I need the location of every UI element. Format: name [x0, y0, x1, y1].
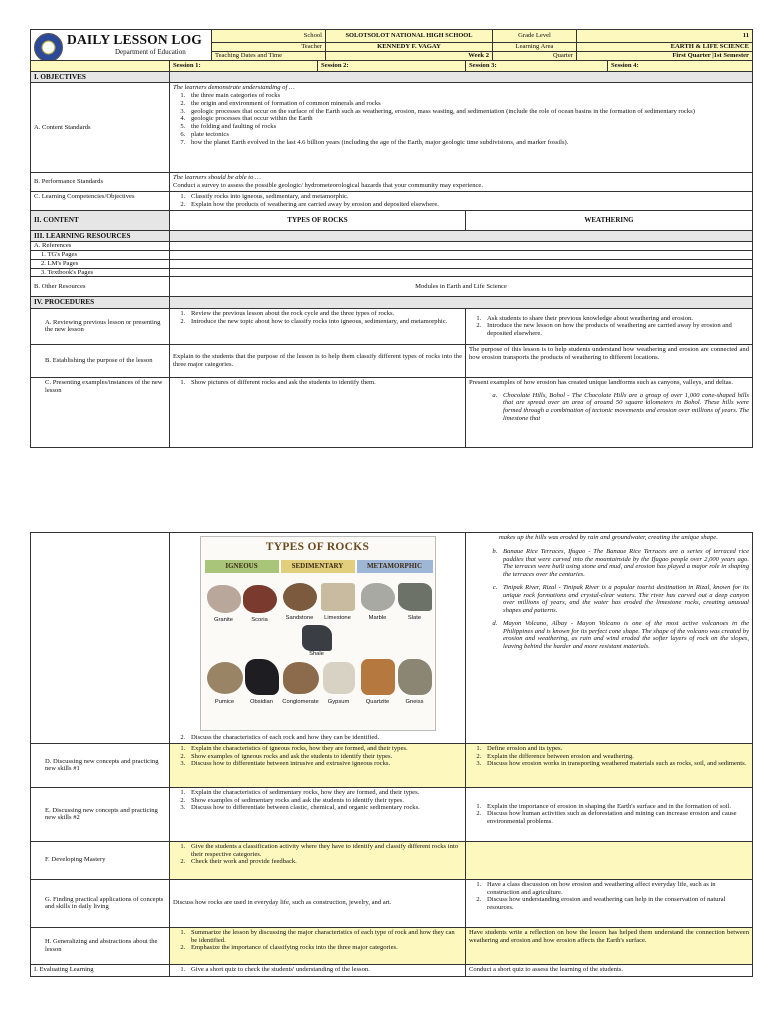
gneiss-image	[398, 659, 432, 695]
procedure-i-rocks	[170, 964, 466, 976]
list-item: 2. Explain the difference between erosion and weathering.	[483, 753, 749, 761]
procedure-h-weathering: Have students write a reflection on how the lesson has helped them understand the connection between weathering and erosion and how erosion affects the Earth's surface.	[466, 927, 753, 964]
list-item: 1. Ask students to share their previous knowledge about weathering and erosion.	[483, 315, 749, 323]
session-1-header: Session 1:	[170, 61, 318, 72]
list-item: 1. Summarize the lesson by discussing the major characteristics of each type of rock and how they can be identified.	[187, 929, 462, 945]
list-item: 2. Emphasize the importance of classifying rocks into the three major categories.	[187, 944, 462, 952]
obsidian-label: Obsidian	[250, 699, 273, 705]
list-item: 1. Define erosion and its types.	[483, 745, 749, 753]
list-item: 5. the folding and faulting of rocks	[187, 123, 749, 131]
list-item: 3. geologic processes that occur on the surface of the Earth such as weathering, erosion, mass wasting, and sedimentation (include the role of ocean basins in the formation of sedimentary rocks)	[187, 108, 749, 116]
list-item: 2. Explain how the products of weathering are carried away by erosion and deposited elsewhere.	[187, 201, 749, 209]
competencies-label: C. Learning Competencies/Objectives	[31, 191, 170, 210]
list-item: 1. Give the students a classification activity where they have to identify and classify different rocks into their respective categories.	[187, 843, 462, 859]
procedure-e-rocks	[170, 787, 466, 841]
tg-pages-label: 1. TG's Pages	[31, 251, 170, 260]
gneiss-label: Gneiss	[405, 699, 424, 705]
metamorphic-header: METAMORPHIC	[357, 560, 433, 573]
procedure-c-weathering-cont: makes up the hills was eroded by rain and groundwater, creating the unique shape. b. Banaue Rice Terraces, Ifugao - The Banaue Rice Terraces are a series of terraced rice paddies that were carved into the mountainside by the Ifugao people over 2,000 years ago. The terraces were built using stone and mud, and erosion has played a major role in shaping the terraces over the centuries. c. Tinipak River, Rizal - Tinipak River is a popular tourist destination in Rizal, known for its unique rock formations and crystal-clear waters. The river has carved out a deep canyon over millions of years, and the water has eroded the limestone rocks, creating unusual shapes and patterns. d. Mayon Volcano, Albay - Mayon Volcano is one of the most active volcanoes in the Philippines and is known for its perfect cone shape. The shape of the volcano was created by erosion and weathering, as rain and wind eroded the softer layers of rock on the slopes, leaving behind the harder and more resistant materials.	[466, 533, 753, 744]
list-item: 2. Discuss the characteristics of each rock and how they can be identified.	[187, 734, 462, 742]
department-name: Department of Education	[115, 48, 186, 56]
content-heading: II. CONTENT	[31, 210, 170, 230]
procedure-d-weathering	[466, 743, 753, 787]
dates-label: Teaching Dates and Time	[212, 52, 326, 61]
textbook-pages-label: 3. Textbook's Pages	[31, 268, 170, 277]
procedure-i-weathering: Conduct a short quiz to assess the learning of the students.	[466, 964, 753, 976]
figure-title: TYPES OF ROCKS	[265, 541, 370, 553]
sandstone-image	[283, 583, 317, 611]
list-item: 1. Have a class discussion on how erosion and weathering affect everyday life, such as in construction and agriculture.	[483, 881, 749, 897]
procedure-g-rocks: Discuss how rocks are used in everyday life, such as construction, jewelry, and art.	[170, 879, 466, 927]
gypsum-image	[323, 662, 355, 694]
grade-level-value: 11	[577, 30, 753, 43]
procedure-c-label: C. Presenting examples/instances of the new lesson	[31, 377, 170, 447]
procedure-g-weathering	[466, 879, 753, 927]
types-of-rocks-figure	[200, 536, 436, 731]
procedure-f-rocks	[170, 841, 466, 879]
procedure-e-label: E. Discussing new concepts and practicing new skills #2	[31, 787, 170, 841]
session-4-header: Session 4:	[608, 61, 753, 72]
granite-label: Granite	[213, 617, 233, 623]
list-item: 2. Show examples of igneous rocks and ask the students to identify their types.	[187, 753, 462, 761]
procedure-d-label: D. Discussing new concepts and practicing new skills #1	[31, 743, 170, 787]
lesson-log-page-2	[30, 532, 752, 977]
sandstone-label: Sandstone	[285, 615, 314, 621]
procedure-a-rocks	[170, 308, 466, 344]
learning-area-value: EARTH & LIFE SCIENCE	[577, 43, 753, 52]
shale-image	[302, 625, 332, 651]
granite-image	[207, 585, 241, 613]
conglomerate-label: Conglomerate	[282, 699, 319, 705]
list-item: 2. the origin and environment of formation of common minerals and rocks	[187, 100, 749, 108]
list-item: b. Banaue Rice Terraces, Ifugao - The Banaue Rice Terraces are a series of terraced rice paddies that were carved into the mountainside by the Ifugao people over 2,000 years ago. The terraces were built using stone and mud, and erosion has played a major role in shaping the terraces over the centuries.	[499, 548, 749, 579]
list-item: 2. Introduce the new lesson on how the products of weathering are carried away by erosion and deposited elsewhere.	[483, 322, 749, 338]
sedimentary-header: SEDIMENTARY	[281, 560, 355, 573]
deped-seal-icon	[34, 33, 63, 61]
procedure-g-label: G. Finding practical applications of concepts and skills in daily living	[31, 879, 170, 927]
list-item: a. Chocolate Hills, Bohol - The Chocolate Hills are a group of over 1,000 cone-shaped hills that are spread over an area of around 50 square kilometers in Bohol. These hills were formed through a combination of tectonic movements and erosion over millions of years. The limestone that	[499, 392, 749, 423]
list-item: 2. Check their work and provide feedback.	[187, 858, 462, 866]
header-logo-cell	[31, 30, 212, 61]
performance-standards-label: B. Performance Standards	[31, 173, 170, 192]
limestone-label: Limestone	[324, 615, 351, 621]
quarter-label: Quarter	[493, 52, 577, 61]
obsidian-image	[245, 659, 279, 695]
pumice-label: Pumice	[214, 699, 235, 705]
list-item: 1. Explain the characteristics of sedimentary rocks, how they are formed, and their types.	[187, 789, 462, 797]
session-2-header: Session 2:	[318, 61, 466, 72]
list-item: 3. Discuss how erosion works in transporting weathered materials such as rocks, soil, and sediments.	[483, 760, 749, 768]
lesson-table-2	[30, 532, 753, 977]
lesson-log-page-1	[30, 29, 752, 448]
procedure-f-weathering	[466, 841, 753, 879]
list-item: c. Tinipak River, Rizal - Tinipak River is a popular tourist destination in Rizal, known for its unique rock formations and crystal-clear waters. The river has carved out a deep canyon over millions of years, and the water has eroded the limestone rocks, creating unusual shapes and patterns.	[499, 584, 749, 615]
scoria-image	[243, 585, 277, 613]
session-3-header: Session 3:	[466, 61, 608, 72]
list-item: 1. Review the previous lesson about the rock cycle and the three types of rocks.	[187, 310, 462, 318]
conglomerate-image	[283, 662, 319, 694]
list-item: 2. Discuss how understanding erosion and weathering can help in the conservation of natural resources.	[483, 896, 749, 912]
pumice-image	[207, 662, 243, 694]
shale-label: Shale	[309, 651, 324, 657]
learning-area-label: Learning Area	[493, 43, 577, 52]
slate-image	[398, 583, 432, 611]
objectives-heading: I. OBJECTIVES	[31, 71, 170, 82]
list-item: 1. Show pictures of different rocks and ask the students to identify them.	[187, 379, 462, 387]
list-item: 2. Show examples of sedimentary rocks and ask the students to identify their types.	[187, 797, 462, 805]
teacher-value: KENNEDY F. VAGAY	[326, 43, 493, 52]
procedure-c-rocks	[170, 377, 466, 447]
procedure-b-label: B. Establishing the purpose of the lesson	[31, 344, 170, 377]
scoria-label: Scoria	[251, 617, 268, 623]
list-item: 6. plate tectonics	[187, 131, 749, 139]
school-label: School	[212, 30, 326, 43]
header-table	[30, 29, 753, 61]
list-item: 1. Explain the importance of erosion in shaping the Earth's surface and in the formation of soil.	[483, 803, 749, 811]
marble-label: Marble	[368, 615, 387, 621]
week-value: Week 2	[326, 52, 493, 61]
marble-image	[361, 583, 395, 611]
page-title: DAILY LESSON LOG	[67, 32, 202, 47]
grade-level-label: Grade Level	[493, 30, 577, 43]
content-standards-value: The learners demonstrate understanding of … 1. the three main categories of rocks 2. the origin and environment of formation of common minerals and rocks 3. geologic processes that occur on the surface of the Earth such as weathering, erosion, mass wasting, and sedimentation (include the role of ocean basins in the formation of sedimentary rocks) 4. geologic processes that occur within the Earth 5. the folding and faulting of rocks 6. plate tectonics 7. how the planet Earth evolved in the last 4.6 billion years (including the age of the Earth, major geologic time subdivisions, and marker fossils).	[170, 83, 753, 173]
list-item: 1. the three main categories of rocks	[187, 92, 749, 100]
procedure-f-label: F. Developing Mastery	[31, 841, 170, 879]
list-item: 1. Give a short quiz to check the students' understanding of the lesson.	[187, 966, 462, 974]
list-item: 4. geologic processes that occur within the Earth	[187, 115, 749, 123]
list-item: 3. Discuss how to differentiate between intrusive and extrusive igneous rocks.	[187, 760, 462, 768]
teacher-label: Teacher	[212, 43, 326, 52]
lm-pages-label: 2. LM's Pages	[31, 259, 170, 268]
quartzite-label: Quartzite	[365, 699, 390, 705]
list-item: 1. Classify rocks into igneous, sedimentary, and metamorphic.	[187, 193, 749, 201]
resources-heading: III. LEARNING RESOURCES	[31, 230, 170, 241]
list-item: 7. how the planet Earth evolved in the last 4.6 billion years (including the age of the Earth, major geologic time subdivisions, and marker fossils).	[187, 139, 749, 147]
procedure-b-weathering: The purpose of this lesson is to help students understand how weathering and erosion are connected and how erosion transports the products of weathering to different locations.	[466, 344, 753, 377]
content-topic-weathering: WEATHERING	[466, 210, 753, 230]
procedure-e-weathering	[466, 787, 753, 841]
list-item: 2. Discuss how human activities such as deforestation and mining can increase erosion and cause environmental problems.	[483, 810, 749, 826]
procedure-i-label: I. Evaluating Learning	[31, 964, 170, 976]
procedure-b-rocks: Explain to the students that the purpose of the lesson is to help them classify different types of rocks into the three major categories.	[170, 344, 466, 377]
procedures-heading: IV. PROCEDURES	[31, 297, 170, 308]
competencies-value	[170, 191, 753, 210]
list-item: 1. Explain the characteristics of igneous rocks, how they are formed, and their types.	[187, 745, 462, 753]
procedure-h-label: H. Generalizing and abstractions about the lesson	[31, 927, 170, 964]
content-topic-rocks: TYPES OF ROCKS	[170, 210, 466, 230]
quarter-value: First Quarter |1st Semester	[577, 52, 753, 61]
gypsum-label: Gypsum	[327, 699, 350, 705]
content-standards-list	[173, 92, 749, 146]
quartzite-image	[361, 659, 395, 695]
school-value: SOLOTSOLOT NATIONAL HIGH SCHOOL	[326, 30, 493, 43]
procedure-a-weathering	[466, 308, 753, 344]
limestone-image	[321, 583, 355, 611]
references-label: A. References	[31, 242, 170, 251]
content-standards-label: A. Content Standards	[31, 83, 170, 173]
procedure-h-rocks	[170, 927, 466, 964]
performance-standards-value: The learners should be able to … Conduct a survey to assess the possible geologic/ hydrometeorological hazards that your community may experience.	[170, 173, 753, 192]
procedure-a-label: A. Reviewing previous lesson or presenting the new lesson	[31, 308, 170, 344]
procedure-c-weathering: Present examples of how erosion has created unique landforms such as canyons, valleys, and deltas. a. Chocolate Hills, Bohol - The Chocolate Hills are a group of over 1,000 cone-shaped hills that are spread over an area of around 50 square kilometers in Bohol. These hills were formed through a combination of tectonic movements and erosion over millions of years. The limestone that	[466, 377, 753, 447]
igneous-header: IGNEOUS	[205, 560, 279, 573]
other-resources-value: Modules in Earth and Life Science	[170, 277, 753, 297]
procedure-d-rocks	[170, 743, 466, 787]
lesson-table-1	[30, 60, 753, 448]
list-item: 3. Discuss how to differentiate between clastic, chemical, and organic sedimentary rocks.	[187, 804, 462, 812]
list-item: d. Mayon Volcano, Albay - Mayon Volcano is one of the most active volcanoes in the Philippines and is known for its perfect cone shape. The shape of the volcano was created by erosion and weathering, as rain and wind eroded the softer layers of rock on the slopes, leaving behind the harder and more resistant materials.	[499, 620, 749, 651]
other-resources-label: B. Other Resources	[31, 277, 170, 297]
list-item: 2. Introduce the new topic about how to classify rocks into igneous, sedimentary, and metamorphic.	[187, 318, 462, 326]
procedure-c-rocks-cont	[170, 533, 466, 744]
slate-label: Slate	[407, 615, 422, 621]
